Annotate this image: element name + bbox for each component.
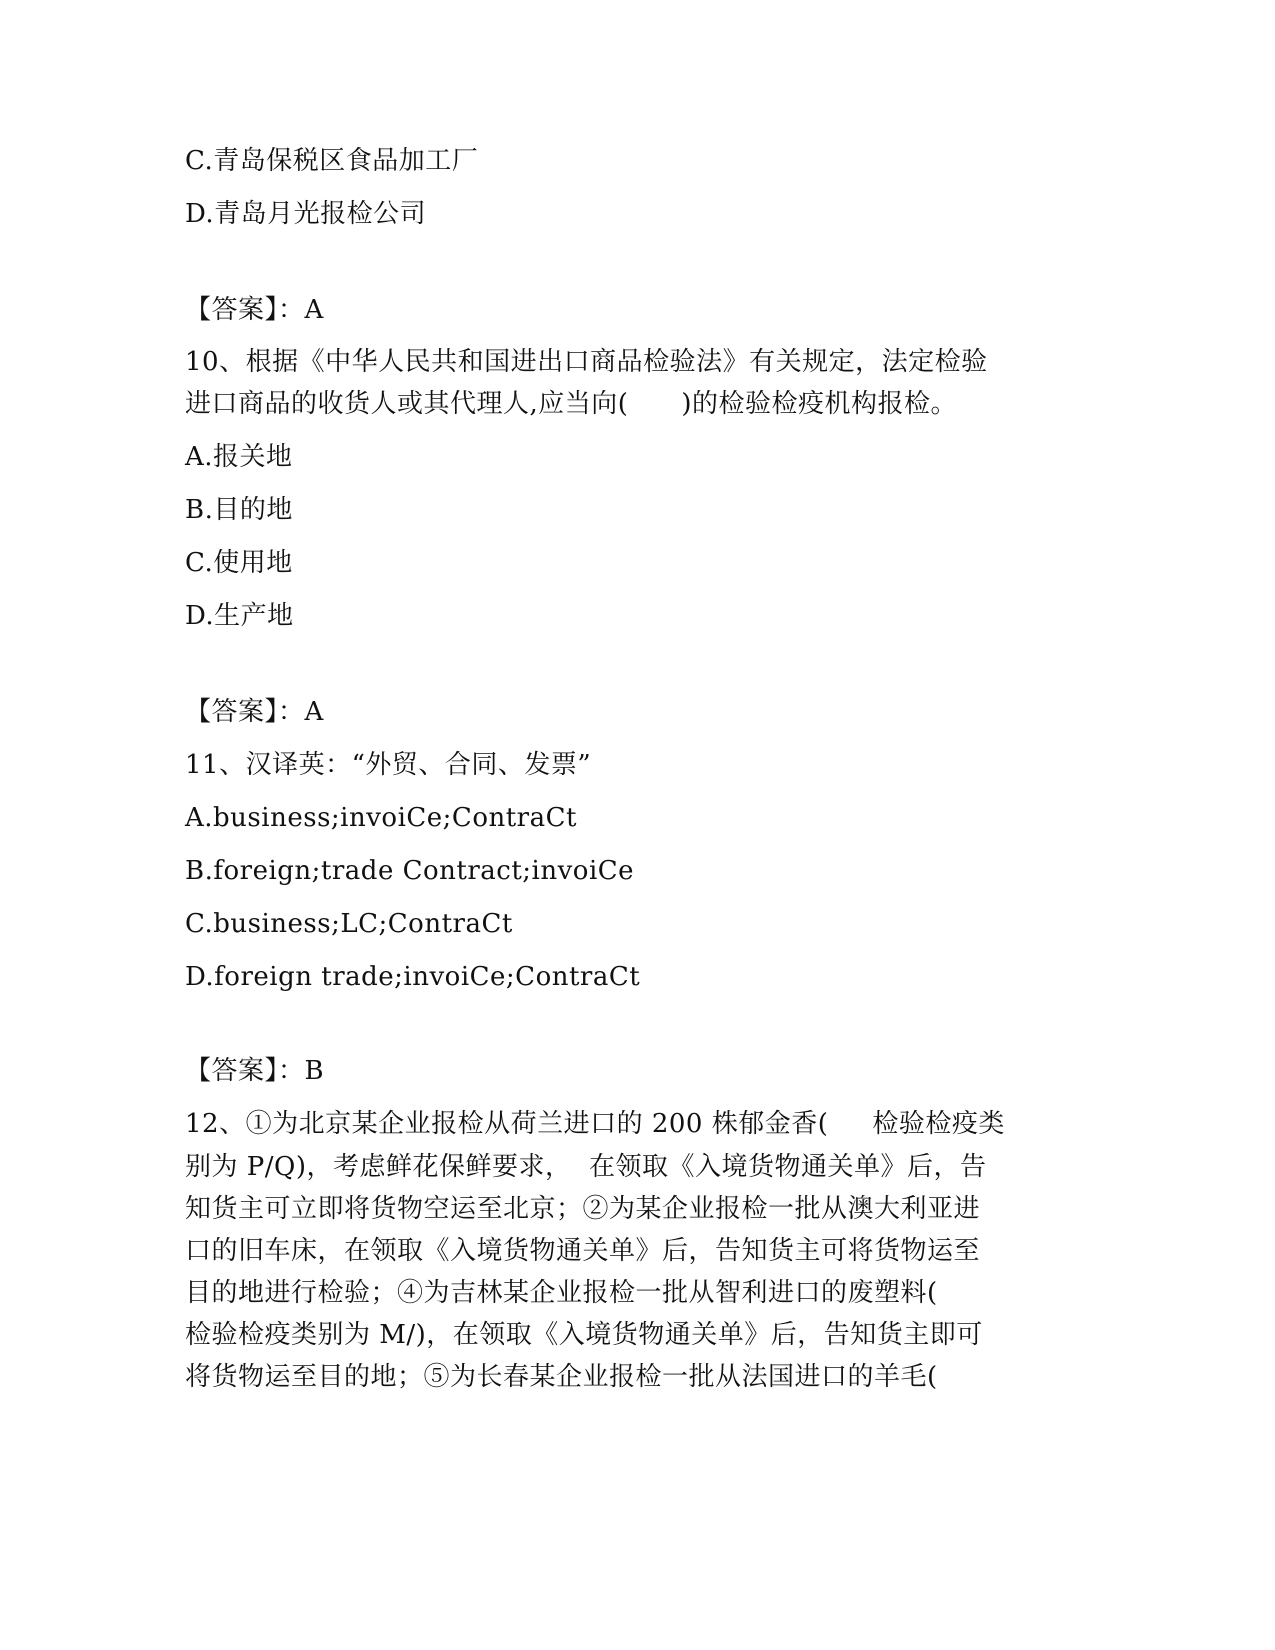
q12-stem-line-3: 知货主可立即将货物空运至北京；②为某企业报检一批从澳大利亚进 <box>185 1194 981 1224</box>
q12-stem-line-2: 别为 P/Q)，考虑鲜花保鲜要求， 在领取《入境货物通关单》后，告 <box>185 1152 987 1182</box>
q10-answer: 【答案】：A <box>185 697 324 727</box>
q9-answer: 【答案】：A <box>185 295 324 325</box>
q9-option-c: C.青岛保税区食品加工厂 <box>185 146 479 176</box>
q11-option-b: B.foreign;trade Contract;invoiCe <box>185 856 635 886</box>
q10-option-a: A.报关地 <box>185 442 293 472</box>
q11-option-a: A.business;invoiCe;ContraCt <box>185 803 577 833</box>
q12-stem-line-1: 12、①为北京某企业报检从荷兰进口的 200 株郁金香( 检验检疫类 <box>185 1109 1005 1139</box>
q10-option-c: C.使用地 <box>185 548 293 578</box>
q10-option-b: B.目的地 <box>185 495 293 525</box>
q11-stem: 11、汉译英：“外贸、合同、发票” <box>185 750 592 780</box>
q12-stem-line-6: 检验检疫类别为 M/)，在领取《入境货物通关单》后，告知货主即可 <box>185 1320 983 1350</box>
q11-option-c: C.business;LC;ContraCt <box>185 909 513 939</box>
q12-stem-line-7: 将货物运至目的地；⑤为长春某企业报检一批从法国进口的羊毛( <box>185 1362 938 1392</box>
q11-answer: 【答案】：B <box>185 1056 325 1086</box>
q9-option-d: D.青岛月光报检公司 <box>185 199 427 229</box>
q10-stem-line-2: 进口商品的收货人或其代理人,应当向( )的检验检疫机构报检。 <box>185 389 958 419</box>
q10-stem-line-1: 10、根据《中华人民共和国进出口商品检验法》有关规定，法定检验 <box>185 347 988 377</box>
q10-option-d: D.生产地 <box>185 601 294 631</box>
q12-stem-line-5: 目的地进行检验；④为吉林某企业报检一批从智利进口的废塑料( <box>185 1278 938 1308</box>
q11-option-d: D.foreign trade;invoiCe;ContraCt <box>185 962 641 992</box>
q12-stem-line-4: 口的旧车床，在领取《入境货物通关单》后，告知货主可将货物运至 <box>185 1236 981 1266</box>
